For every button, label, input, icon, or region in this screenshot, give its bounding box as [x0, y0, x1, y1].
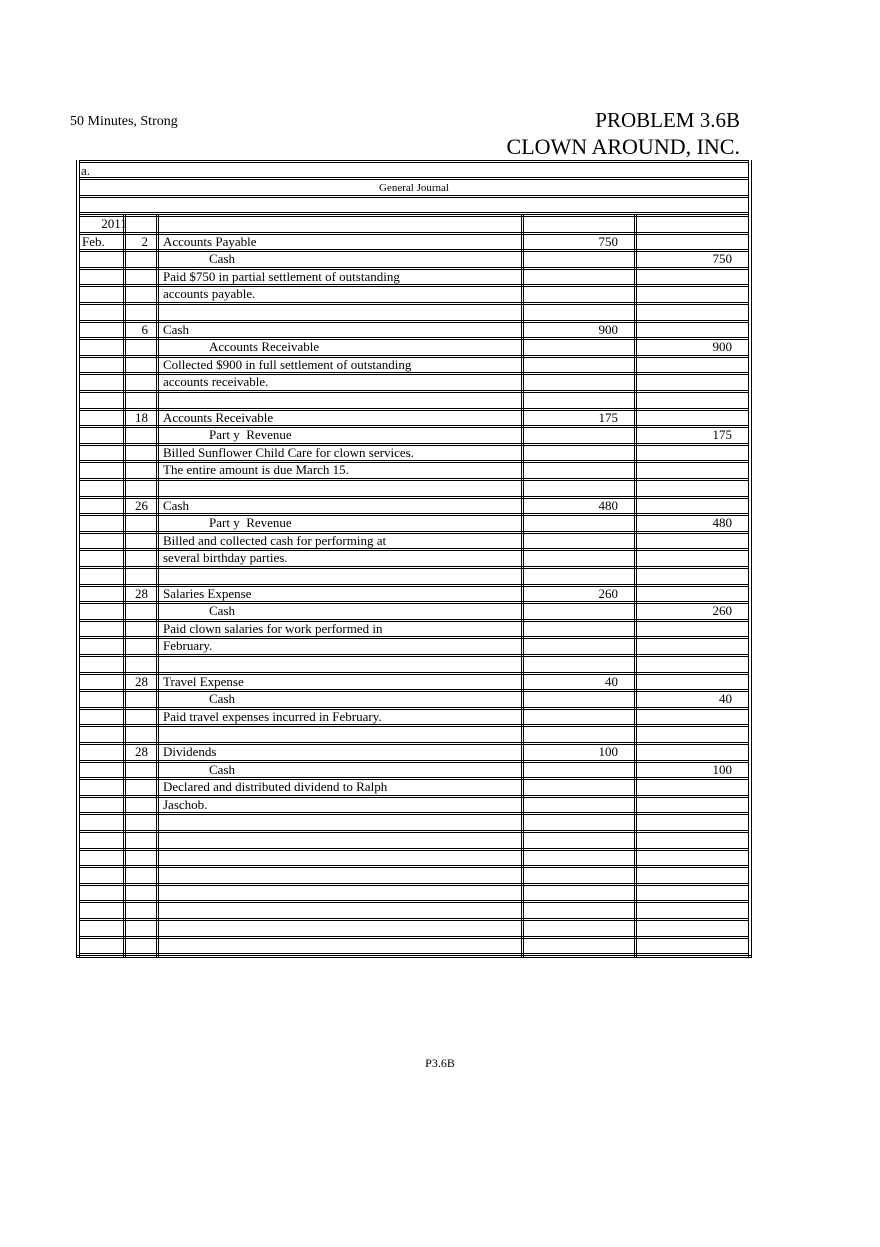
credit-amount: 480: [712, 515, 732, 530]
border-left: [76, 160, 77, 958]
explanation-line: Billed Sunflower Child Care for clown services.: [163, 445, 414, 460]
row-line: [79, 443, 748, 444]
debit-amount: 750: [598, 234, 618, 249]
page-footer: P3.6B: [425, 1056, 455, 1070]
explanation-line: Paid clown salaries for work performed in: [163, 621, 383, 636]
row-line-double: [79, 726, 748, 727]
row-line-double: [79, 867, 748, 868]
entry-day: 28: [135, 674, 148, 689]
header-rule-1: [79, 162, 748, 163]
entry-day: 28: [135, 586, 148, 601]
row-line: [79, 496, 748, 497]
row-line: [79, 918, 748, 919]
explanation-line: Paid travel expenses incurred in February.: [163, 709, 382, 724]
journal-title: General Journal: [379, 182, 449, 194]
month-label: Feb.: [82, 234, 105, 249]
column-line-inner-1: [158, 214, 159, 958]
row-line: [79, 883, 748, 884]
row-line: [79, 320, 748, 321]
debit-account: Cash: [163, 322, 189, 337]
column-line-1: [156, 214, 157, 958]
credit-account: Part y Revenue: [209, 515, 292, 530]
credit-amount: 40: [719, 691, 732, 706]
credit-account: Cash: [209, 251, 235, 266]
row-line-double: [79, 392, 748, 393]
debit-account: Accounts Receivable: [163, 410, 274, 425]
row-line: [79, 707, 748, 708]
credit-account: Cash: [209, 762, 235, 777]
row-line: [79, 953, 748, 954]
debit-amount: 175: [598, 410, 618, 425]
year-label: 2011: [101, 216, 127, 231]
row-line: [79, 531, 748, 532]
debit-account: Cash: [163, 498, 189, 513]
entry-day: 18: [135, 410, 148, 425]
border-right: [751, 160, 752, 958]
row-line: [79, 830, 748, 831]
explanation-line: accounts payable.: [163, 286, 256, 301]
row-line: [79, 267, 748, 268]
company-name: CLOWN AROUND, INC.: [506, 134, 740, 159]
row-line: [79, 232, 748, 233]
row-line-double: [79, 480, 748, 481]
column-line-inner-3: [636, 214, 637, 958]
debit-account: Dividends: [163, 744, 217, 759]
header-rule-5: [79, 197, 748, 198]
problem-number: PROBLEM 3.6B: [595, 108, 740, 132]
entry-day: 2: [141, 234, 148, 249]
explanation-line: Billed and collected cash for performing at: [163, 533, 387, 548]
credit-amount: 260: [712, 603, 732, 618]
row-line: [79, 760, 748, 761]
row-line: [79, 936, 748, 937]
row-line-double: [79, 814, 748, 815]
header-rule-0: [79, 160, 748, 161]
general-journal-sheet: [76, 160, 752, 958]
credit-amount: 900: [712, 339, 732, 354]
credit-amount: 100: [712, 762, 732, 777]
debit-amount: 480: [598, 498, 618, 513]
row-line: [79, 566, 748, 567]
row-line-double: [79, 832, 748, 833]
explanation-line: Jaschob.: [163, 797, 208, 812]
row-line: [79, 795, 748, 796]
explanation-line: Collected $900 in full settlement of outstanding: [163, 357, 412, 372]
entry-day: 26: [135, 498, 148, 513]
row-line-double: [79, 304, 748, 305]
border-right-inner: [748, 160, 749, 958]
credit-account: Cash: [209, 691, 235, 706]
explanation-line: accounts receivable.: [163, 374, 269, 389]
row-line: [79, 742, 748, 743]
entry-day: 28: [135, 744, 148, 759]
time-estimate: 50 Minutes, Strong: [70, 114, 178, 129]
entry-day: 6: [141, 322, 148, 337]
row-line: [79, 390, 748, 391]
row-line-double: [79, 938, 748, 939]
explanation-line: The entire amount is due March 15.: [163, 462, 349, 477]
row-line: [79, 672, 748, 673]
row-line: [79, 848, 748, 849]
row-line: [79, 900, 748, 901]
row-line-double: [79, 216, 748, 217]
row-line-double: [79, 656, 748, 657]
debit-account: Accounts Payable: [163, 234, 257, 249]
row-line: [79, 584, 748, 585]
row-line: [79, 355, 748, 356]
credit-amount: 750: [712, 251, 732, 266]
credit-account: Accounts Receivable: [209, 339, 320, 354]
row-line: [79, 302, 748, 303]
explanation-line: February.: [163, 638, 213, 653]
debit-amount: 40: [605, 674, 618, 689]
column-line-3: [634, 214, 635, 958]
header-rule-6: [79, 212, 748, 213]
row-line-double: [79, 850, 748, 851]
credit-account: Part y Revenue: [209, 427, 292, 442]
explanation-line: Declared and distributed dividend to Ralph: [163, 779, 388, 794]
header-rule-2: [79, 177, 748, 178]
row-line-double: [79, 920, 748, 921]
credit-account: Cash: [209, 603, 235, 618]
row-line-double: [79, 885, 748, 886]
row-line: [79, 619, 748, 620]
row-line: [79, 478, 748, 479]
debit-account: Travel Expense: [163, 674, 244, 689]
border-bottom-inner: [76, 955, 752, 956]
explanation-line: Paid $750 in partial settlement of outstanding: [163, 269, 400, 284]
row-line-double: [79, 568, 748, 569]
row-line: [79, 865, 748, 866]
part-label: a.: [81, 163, 91, 178]
explanation-line: several birthday parties.: [163, 550, 288, 565]
credit-amount: 175: [712, 427, 732, 442]
row-line: [79, 214, 748, 215]
debit-amount: 900: [598, 322, 618, 337]
row-line: [79, 408, 748, 409]
debit-amount: 100: [598, 744, 618, 759]
row-line-double: [79, 902, 748, 903]
debit-amount: 260: [598, 586, 618, 601]
row-line: [79, 654, 748, 655]
debit-account: Salaries Expense: [163, 586, 252, 601]
border-bottom: [76, 957, 752, 958]
border-left-inner: [79, 160, 80, 958]
